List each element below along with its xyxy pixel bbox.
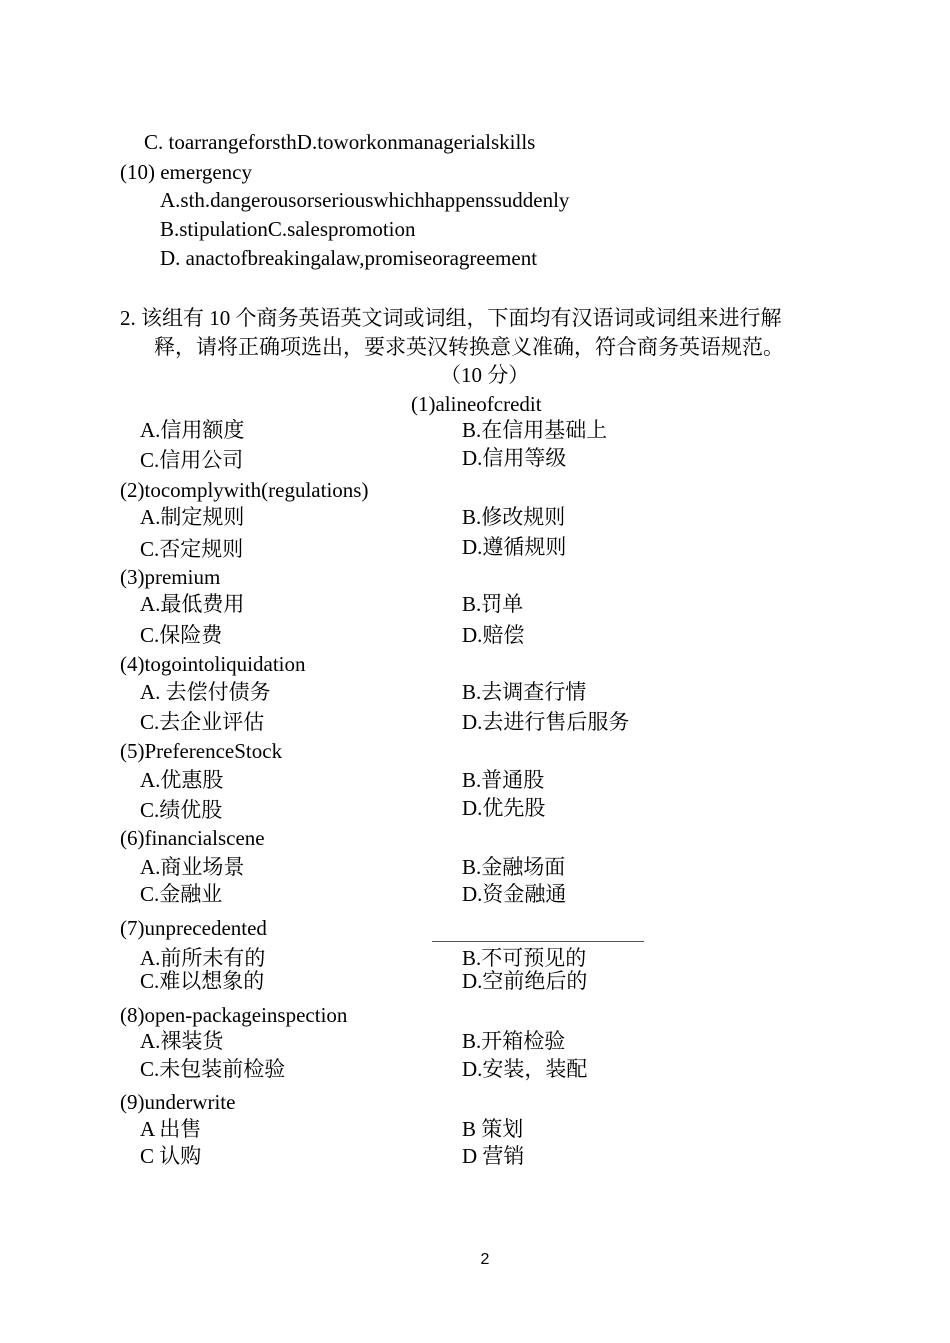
section2-points: （10 分） xyxy=(440,363,530,387)
option-c: C.绩优股 xyxy=(140,798,223,822)
item-label: (5)PreferenceStock xyxy=(120,739,283,763)
option-c: C.否定规则 xyxy=(140,537,244,561)
item-label: (8)open-packageinspection xyxy=(120,1003,348,1027)
page-number: 2 xyxy=(480,1251,490,1268)
item-label: (4)togointoliquidation xyxy=(120,652,306,676)
option-c: C.信用公司 xyxy=(140,448,244,472)
option-a: A. 去偿付债务 xyxy=(140,680,271,704)
option-b: B 策划 xyxy=(462,1117,524,1141)
option-d: D.空前绝后的 xyxy=(462,969,588,993)
q1-item10-option-a: A.sth.dangerousorseriouswhichhappenssuddenly xyxy=(160,188,570,212)
option-c: C.金融业 xyxy=(140,882,223,906)
option-b: B.罚单 xyxy=(462,592,524,616)
option-c: C.保险费 xyxy=(140,623,223,647)
option-d: D.信用等级 xyxy=(462,446,567,470)
option-a: A.前所未有的 xyxy=(140,946,266,970)
option-a: A.商业场景 xyxy=(140,855,245,879)
divider-line xyxy=(432,941,644,942)
option-a: A.制定规则 xyxy=(140,505,245,529)
q1-item10-option-bc: B.stipulationC.salespromotion xyxy=(160,217,416,241)
item-label: (9)underwrite xyxy=(120,1090,236,1114)
section2-heading-line1: 2. 该组有 10 个商务英语英文词或词组，下面均有汉语词或词组来进行解 xyxy=(120,306,782,330)
option-c: C.去企业评估 xyxy=(140,710,265,734)
option-b: B.普通股 xyxy=(462,768,545,792)
option-c: C.难以想象的 xyxy=(140,969,265,993)
option-a: A.裸装货 xyxy=(140,1029,224,1053)
item-label: (3)premium xyxy=(120,565,221,589)
option-d: D 营销 xyxy=(462,1144,525,1168)
option-a: A.最低费用 xyxy=(140,592,245,616)
item-label: (1)alineofcredit xyxy=(411,392,542,416)
option-d: D.赔偿 xyxy=(462,623,525,647)
option-d: D.资金融通 xyxy=(462,882,567,906)
option-a: A.信用额度 xyxy=(140,418,245,442)
q1-item10-option-d: D. anactofbreakingalaw,promiseoragreement xyxy=(160,246,538,270)
option-d: D.安装，装配 xyxy=(462,1057,588,1081)
option-c: C.未包装前检验 xyxy=(140,1057,286,1081)
item-label: (6)financialscene xyxy=(120,826,265,850)
option-a: A 出售 xyxy=(140,1117,202,1141)
option-d: D.遵循规则 xyxy=(462,535,567,559)
q1-item10-label: (10) emergency xyxy=(120,160,252,184)
section2-heading-line2: 释，请将正确项选出，要求英汉转换意义准确，符合商务英语规范。 xyxy=(154,335,784,359)
item-label: (2)tocomplywith(regulations) xyxy=(120,478,369,502)
item-label: (7)unprecedented xyxy=(120,916,267,940)
option-d: D.去进行售后服务 xyxy=(462,710,630,734)
option-a: A.优惠股 xyxy=(140,768,224,792)
q1-item9-option-cd: C. toarrangeforsthD.toworkonmanagerialskills xyxy=(144,130,536,154)
option-b: B.金融场面 xyxy=(462,855,566,879)
option-b: B.去调查行情 xyxy=(462,680,587,704)
option-c: C 认购 xyxy=(140,1144,202,1168)
option-b: B.修改规则 xyxy=(462,505,566,529)
option-b: B.在信用基础上 xyxy=(462,418,608,442)
option-b: B.开箱检验 xyxy=(462,1029,566,1053)
option-d: D.优先股 xyxy=(462,796,546,820)
option-b: B.不可预见的 xyxy=(462,946,587,970)
